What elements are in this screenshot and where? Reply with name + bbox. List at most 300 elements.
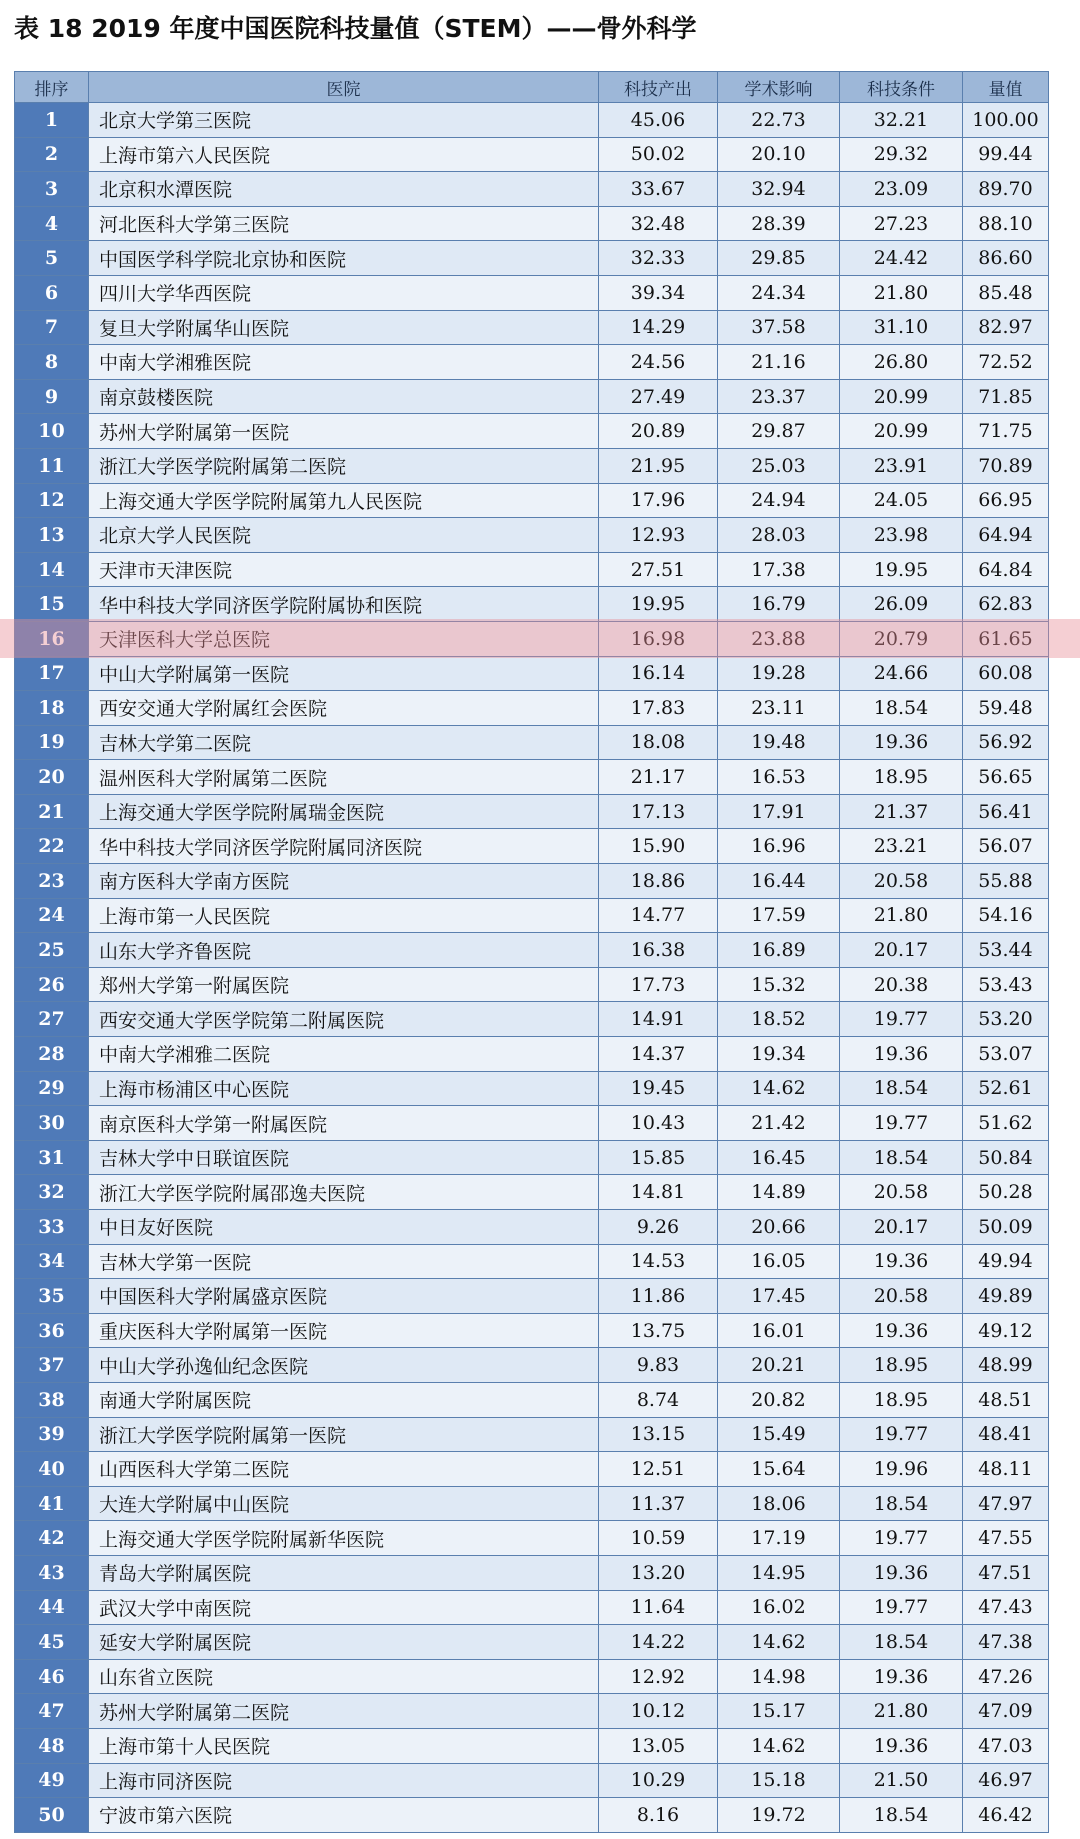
value-cell: 48.99 <box>963 1348 1049 1383</box>
conditions-cell: 20.17 <box>840 1210 963 1245</box>
impact-cell: 14.62 <box>718 1728 840 1763</box>
table-row <box>15 1313 1049 1348</box>
output-cell: 21.95 <box>599 448 718 483</box>
rank-cell: 49 <box>15 1763 89 1798</box>
rank-cell: 31 <box>15 1140 89 1175</box>
value-cell: 50.28 <box>963 1175 1049 1210</box>
table-row <box>15 1798 1049 1833</box>
conditions-cell: 20.58 <box>840 864 963 899</box>
output-cell: 27.51 <box>599 552 718 587</box>
output-cell: 11.64 <box>599 1590 718 1625</box>
hospital-name-cell: 中山大学孙逸仙纪念医院 <box>89 1348 599 1383</box>
conditions-cell: 21.80 <box>840 275 963 310</box>
header-impact: 学术影响 <box>718 72 840 103</box>
output-cell: 13.15 <box>599 1417 718 1452</box>
rank-cell: 23 <box>15 864 89 899</box>
rank-cell: 20 <box>15 760 89 795</box>
rank-cell: 36 <box>15 1313 89 1348</box>
output-cell: 45.06 <box>599 103 718 138</box>
conditions-cell: 29.32 <box>840 137 963 172</box>
conditions-cell: 18.95 <box>840 1382 963 1417</box>
conditions-cell: 20.38 <box>840 967 963 1002</box>
conditions-cell: 18.54 <box>840 1486 963 1521</box>
conditions-cell: 18.54 <box>840 691 963 726</box>
table-row <box>15 1659 1049 1694</box>
output-cell: 18.08 <box>599 725 718 760</box>
value-cell: 66.95 <box>963 483 1049 518</box>
conditions-cell: 23.21 <box>840 829 963 864</box>
hospital-name-cell: 南通大学附属医院 <box>89 1382 599 1417</box>
hospital-name-cell: 中国医学科学院北京协和医院 <box>89 241 599 276</box>
impact-cell: 17.59 <box>718 898 840 933</box>
output-cell: 14.91 <box>599 1002 718 1037</box>
rank-cell: 19 <box>15 725 89 760</box>
rank-cell: 46 <box>15 1659 89 1694</box>
table-row <box>15 829 1049 864</box>
output-cell: 33.67 <box>599 172 718 207</box>
output-cell: 14.22 <box>599 1625 718 1660</box>
impact-cell: 15.17 <box>718 1694 840 1729</box>
impact-cell: 16.45 <box>718 1140 840 1175</box>
rank-cell: 4 <box>15 206 89 241</box>
output-cell: 13.75 <box>599 1313 718 1348</box>
value-cell: 55.88 <box>963 864 1049 899</box>
rank-cell: 21 <box>15 794 89 829</box>
output-cell: 10.12 <box>599 1694 718 1729</box>
conditions-cell: 19.36 <box>840 1659 963 1694</box>
impact-cell: 20.66 <box>718 1210 840 1245</box>
output-cell: 11.86 <box>599 1279 718 1314</box>
output-cell: 14.77 <box>599 898 718 933</box>
rank-cell: 42 <box>15 1521 89 1556</box>
header-value: 量值 <box>963 72 1049 103</box>
value-cell: 53.43 <box>963 967 1049 1002</box>
conditions-cell: 26.09 <box>840 587 963 622</box>
hospital-name-cell: 浙江大学医学院附属邵逸夫医院 <box>89 1175 599 1210</box>
hospital-name-cell: 温州医科大学附属第二医院 <box>89 760 599 795</box>
header-hospital: 医院 <box>89 72 599 103</box>
hospital-name-cell: 上海市第十人民医院 <box>89 1728 599 1763</box>
impact-cell: 14.89 <box>718 1175 840 1210</box>
conditions-cell: 19.36 <box>840 1037 963 1072</box>
value-cell: 50.84 <box>963 1140 1049 1175</box>
conditions-cell: 21.80 <box>840 898 963 933</box>
value-cell: 56.41 <box>963 794 1049 829</box>
impact-cell: 16.01 <box>718 1313 840 1348</box>
table-row <box>15 864 1049 899</box>
rank-cell: 30 <box>15 1106 89 1141</box>
rank-cell: 8 <box>15 345 89 380</box>
output-cell: 10.29 <box>599 1763 718 1798</box>
value-cell: 48.51 <box>963 1382 1049 1417</box>
rank-cell: 35 <box>15 1279 89 1314</box>
impact-cell: 14.62 <box>718 1071 840 1106</box>
rank-cell: 27 <box>15 1002 89 1037</box>
conditions-cell: 21.37 <box>840 794 963 829</box>
value-cell: 48.41 <box>963 1417 1049 1452</box>
table-row <box>15 552 1049 587</box>
value-cell: 50.09 <box>963 1210 1049 1245</box>
impact-cell: 19.72 <box>718 1798 840 1833</box>
rank-cell: 25 <box>15 933 89 968</box>
rank-cell: 32 <box>15 1175 89 1210</box>
rank-cell: 11 <box>15 448 89 483</box>
hospital-name-cell: 宁波市第六医院 <box>89 1798 599 1833</box>
table-row <box>15 656 1049 691</box>
hospital-name-cell: 重庆医科大学附属第一医院 <box>89 1313 599 1348</box>
table-row <box>15 1175 1049 1210</box>
hospital-name-cell: 上海交通大学医学院附属新华医院 <box>89 1521 599 1556</box>
conditions-cell: 19.77 <box>840 1417 963 1452</box>
value-cell: 71.85 <box>963 379 1049 414</box>
hospital-name-cell: 延安大学附属医院 <box>89 1625 599 1660</box>
impact-cell: 17.38 <box>718 552 840 587</box>
rank-cell: 12 <box>15 483 89 518</box>
hospital-name-cell: 复旦大学附属华山医院 <box>89 310 599 345</box>
output-cell: 19.45 <box>599 1071 718 1106</box>
hospital-name-cell: 大连大学附属中山医院 <box>89 1486 599 1521</box>
conditions-cell: 19.77 <box>840 1002 963 1037</box>
table-row <box>15 103 1049 138</box>
impact-cell: 20.82 <box>718 1382 840 1417</box>
output-cell: 11.37 <box>599 1486 718 1521</box>
output-cell: 14.29 <box>599 310 718 345</box>
table-row <box>15 1140 1049 1175</box>
hospital-name-cell: 浙江大学医学院附属第一医院 <box>89 1417 599 1452</box>
rank-cell: 5 <box>15 241 89 276</box>
hospital-name-cell: 浙江大学医学院附属第二医院 <box>89 448 599 483</box>
conditions-cell: 18.54 <box>840 1625 963 1660</box>
rank-cell: 13 <box>15 518 89 553</box>
conditions-cell: 23.91 <box>840 448 963 483</box>
table-row <box>15 1382 1049 1417</box>
table-row <box>15 172 1049 207</box>
rank-cell: 43 <box>15 1555 89 1590</box>
output-cell: 12.51 <box>599 1452 718 1487</box>
value-cell: 53.20 <box>963 1002 1049 1037</box>
conditions-cell: 20.99 <box>840 414 963 449</box>
value-cell: 52.61 <box>963 1071 1049 1106</box>
impact-cell: 17.91 <box>718 794 840 829</box>
rank-cell: 48 <box>15 1728 89 1763</box>
table-row <box>15 898 1049 933</box>
output-cell: 17.96 <box>599 483 718 518</box>
conditions-cell: 19.36 <box>840 1313 963 1348</box>
table-row <box>15 691 1049 726</box>
impact-cell: 21.16 <box>718 345 840 380</box>
hospital-name-cell: 南京医科大学第一附属医院 <box>89 1106 599 1141</box>
value-cell: 70.89 <box>963 448 1049 483</box>
output-cell: 12.93 <box>599 518 718 553</box>
rank-cell: 9 <box>15 379 89 414</box>
output-cell: 8.16 <box>599 1798 718 1833</box>
impact-cell: 18.52 <box>718 1002 840 1037</box>
table-row <box>15 1728 1049 1763</box>
rank-cell: 50 <box>15 1798 89 1833</box>
hospital-name-cell: 天津市天津医院 <box>89 552 599 587</box>
impact-cell: 24.94 <box>718 483 840 518</box>
ranking-table-container <box>14 71 1048 1833</box>
hospital-name-cell: 郑州大学第一附属医院 <box>89 967 599 1002</box>
impact-cell: 25.03 <box>718 448 840 483</box>
conditions-cell: 19.77 <box>840 1521 963 1556</box>
table-row <box>15 1694 1049 1729</box>
rank-cell: 44 <box>15 1590 89 1625</box>
table-row <box>15 206 1049 241</box>
output-cell: 39.34 <box>599 275 718 310</box>
header-rank: 排序 <box>15 72 89 103</box>
conditions-cell: 18.54 <box>840 1071 963 1106</box>
conditions-cell: 20.58 <box>840 1279 963 1314</box>
value-cell: 47.26 <box>963 1659 1049 1694</box>
output-cell: 32.33 <box>599 241 718 276</box>
hospital-name-cell: 中南大学湘雅二医院 <box>89 1037 599 1072</box>
conditions-cell: 18.95 <box>840 760 963 795</box>
impact-cell: 20.21 <box>718 1348 840 1383</box>
output-cell: 16.38 <box>599 933 718 968</box>
hospital-name-cell: 四川大学华西医院 <box>89 275 599 310</box>
impact-cell: 28.39 <box>718 206 840 241</box>
conditions-cell: 20.99 <box>840 379 963 414</box>
value-cell: 86.60 <box>963 241 1049 276</box>
output-cell: 9.83 <box>599 1348 718 1383</box>
table-row <box>15 760 1049 795</box>
impact-cell: 37.58 <box>718 310 840 345</box>
rank-cell: 15 <box>15 587 89 622</box>
impact-cell: 17.45 <box>718 1279 840 1314</box>
value-cell: 99.44 <box>963 137 1049 172</box>
value-cell: 71.75 <box>963 414 1049 449</box>
table-row <box>15 967 1049 1002</box>
impact-cell: 23.88 <box>718 621 840 656</box>
impact-cell: 16.96 <box>718 829 840 864</box>
value-cell: 56.07 <box>963 829 1049 864</box>
value-cell: 53.07 <box>963 1037 1049 1072</box>
table-row <box>15 483 1049 518</box>
hospital-name-cell: 青岛大学附属医院 <box>89 1555 599 1590</box>
conditions-cell: 32.21 <box>840 103 963 138</box>
output-cell: 17.73 <box>599 967 718 1002</box>
impact-cell: 28.03 <box>718 518 840 553</box>
conditions-cell: 27.23 <box>840 206 963 241</box>
value-cell: 56.65 <box>963 760 1049 795</box>
output-cell: 24.56 <box>599 345 718 380</box>
impact-cell: 19.34 <box>718 1037 840 1072</box>
table-header-row <box>15 72 1049 103</box>
value-cell: 59.48 <box>963 691 1049 726</box>
impact-cell: 22.73 <box>718 103 840 138</box>
impact-cell: 20.10 <box>718 137 840 172</box>
value-cell: 61.65 <box>963 621 1049 656</box>
rank-cell: 29 <box>15 1071 89 1106</box>
value-cell: 47.51 <box>963 1555 1049 1590</box>
value-cell: 100.00 <box>963 103 1049 138</box>
hospital-name-cell: 西安交通大学医学院第二附属医院 <box>89 1002 599 1037</box>
conditions-cell: 21.80 <box>840 1694 963 1729</box>
impact-cell: 15.32 <box>718 967 840 1002</box>
rank-cell: 3 <box>15 172 89 207</box>
hospital-name-cell: 山西医科大学第二医院 <box>89 1452 599 1487</box>
conditions-cell: 18.54 <box>840 1140 963 1175</box>
hospital-name-cell: 吉林大学中日联谊医院 <box>89 1140 599 1175</box>
output-cell: 14.53 <box>599 1244 718 1279</box>
conditions-cell: 19.77 <box>840 1106 963 1141</box>
rank-cell: 41 <box>15 1486 89 1521</box>
hospital-name-cell: 上海交通大学医学院附属瑞金医院 <box>89 794 599 829</box>
output-cell: 13.20 <box>599 1555 718 1590</box>
conditions-cell: 19.36 <box>840 1555 963 1590</box>
impact-cell: 14.62 <box>718 1625 840 1660</box>
value-cell: 62.83 <box>963 587 1049 622</box>
rank-cell: 1 <box>15 103 89 138</box>
value-cell: 48.11 <box>963 1452 1049 1487</box>
hospital-name-cell: 北京大学人民医院 <box>89 518 599 553</box>
output-cell: 16.98 <box>599 621 718 656</box>
value-cell: 53.44 <box>963 933 1049 968</box>
output-cell: 32.48 <box>599 206 718 241</box>
conditions-cell: 24.66 <box>840 656 963 691</box>
output-cell: 17.13 <box>599 794 718 829</box>
hospital-name-cell: 中南大学湘雅医院 <box>89 345 599 380</box>
rank-cell: 33 <box>15 1210 89 1245</box>
table-row <box>15 1071 1049 1106</box>
value-cell: 49.12 <box>963 1313 1049 1348</box>
table-row <box>15 379 1049 414</box>
hospital-name-cell: 苏州大学附属第二医院 <box>89 1694 599 1729</box>
conditions-cell: 23.98 <box>840 518 963 553</box>
output-cell: 16.14 <box>599 656 718 691</box>
impact-cell: 24.34 <box>718 275 840 310</box>
table-row <box>15 933 1049 968</box>
table-row <box>15 1763 1049 1798</box>
impact-cell: 16.02 <box>718 1590 840 1625</box>
value-cell: 64.94 <box>963 518 1049 553</box>
output-cell: 50.02 <box>599 137 718 172</box>
impact-cell: 19.48 <box>718 725 840 760</box>
conditions-cell: 20.79 <box>840 621 963 656</box>
value-cell: 85.48 <box>963 275 1049 310</box>
hospital-name-cell: 吉林大学第二医院 <box>89 725 599 760</box>
conditions-cell: 20.17 <box>840 933 963 968</box>
conditions-cell: 23.09 <box>840 172 963 207</box>
hospital-name-cell: 上海市第六人民医院 <box>89 137 599 172</box>
hospital-name-cell: 华中科技大学同济医学院附属协和医院 <box>89 587 599 622</box>
rank-cell: 6 <box>15 275 89 310</box>
table-row <box>15 1555 1049 1590</box>
hospital-name-cell: 苏州大学附属第一医院 <box>89 414 599 449</box>
impact-cell: 29.85 <box>718 241 840 276</box>
output-cell: 8.74 <box>599 1382 718 1417</box>
rank-cell: 2 <box>15 137 89 172</box>
conditions-cell: 19.36 <box>840 725 963 760</box>
hospital-name-cell: 武汉大学中南医院 <box>89 1590 599 1625</box>
table-row <box>15 794 1049 829</box>
header-conditions: 科技条件 <box>840 72 963 103</box>
value-cell: 49.94 <box>963 1244 1049 1279</box>
output-cell: 15.90 <box>599 829 718 864</box>
table-row <box>15 1002 1049 1037</box>
table-row <box>15 1625 1049 1660</box>
table-row <box>15 414 1049 449</box>
hospital-name-cell: 吉林大学第一医院 <box>89 1244 599 1279</box>
impact-cell: 16.44 <box>718 864 840 899</box>
table-row <box>15 1452 1049 1487</box>
table-row <box>15 275 1049 310</box>
table-row <box>15 448 1049 483</box>
impact-cell: 23.37 <box>718 379 840 414</box>
value-cell: 89.70 <box>963 172 1049 207</box>
rank-cell: 18 <box>15 691 89 726</box>
rank-cell: 7 <box>15 310 89 345</box>
conditions-cell: 19.36 <box>840 1728 963 1763</box>
output-cell: 27.49 <box>599 379 718 414</box>
impact-cell: 14.98 <box>718 1659 840 1694</box>
rank-cell: 17 <box>15 656 89 691</box>
rank-cell: 38 <box>15 1382 89 1417</box>
impact-cell: 15.18 <box>718 1763 840 1798</box>
conditions-cell: 19.95 <box>840 552 963 587</box>
output-cell: 12.92 <box>599 1659 718 1694</box>
table-row <box>15 1279 1049 1314</box>
table-row <box>15 621 1049 656</box>
hospital-name-cell: 南方医科大学南方医院 <box>89 864 599 899</box>
impact-cell: 29.87 <box>718 414 840 449</box>
value-cell: 88.10 <box>963 206 1049 241</box>
table-row <box>15 1521 1049 1556</box>
output-cell: 19.95 <box>599 587 718 622</box>
rank-cell: 47 <box>15 1694 89 1729</box>
rank-cell: 14 <box>15 552 89 587</box>
value-cell: 51.62 <box>963 1106 1049 1141</box>
hospital-name-cell: 南京鼓楼医院 <box>89 379 599 414</box>
conditions-cell: 19.36 <box>840 1244 963 1279</box>
impact-cell: 23.11 <box>718 691 840 726</box>
value-cell: 64.84 <box>963 552 1049 587</box>
conditions-cell: 24.05 <box>840 483 963 518</box>
impact-cell: 16.89 <box>718 933 840 968</box>
table-row <box>15 1348 1049 1383</box>
header-output: 科技产出 <box>599 72 718 103</box>
table-body <box>15 103 1049 1833</box>
value-cell: 46.42 <box>963 1798 1049 1833</box>
conditions-cell: 18.54 <box>840 1798 963 1833</box>
impact-cell: 15.64 <box>718 1452 840 1487</box>
value-cell: 47.43 <box>963 1590 1049 1625</box>
hospital-name-cell: 西安交通大学附属红会医院 <box>89 691 599 726</box>
rank-cell: 22 <box>15 829 89 864</box>
value-cell: 72.52 <box>963 345 1049 380</box>
conditions-cell: 26.80 <box>840 345 963 380</box>
impact-cell: 19.28 <box>718 656 840 691</box>
impact-cell: 16.79 <box>718 587 840 622</box>
table-row <box>15 345 1049 380</box>
hospital-name-cell: 上海市第一人民医院 <box>89 898 599 933</box>
value-cell: 47.38 <box>963 1625 1049 1660</box>
table-row <box>15 587 1049 622</box>
hospital-name-cell: 山东省立医院 <box>89 1659 599 1694</box>
hospital-name-cell: 上海市同济医院 <box>89 1763 599 1798</box>
output-cell: 18.86 <box>599 864 718 899</box>
rank-cell: 28 <box>15 1037 89 1072</box>
value-cell: 49.89 <box>963 1279 1049 1314</box>
conditions-cell: 21.50 <box>840 1763 963 1798</box>
rank-cell: 37 <box>15 1348 89 1383</box>
impact-cell: 18.06 <box>718 1486 840 1521</box>
rank-cell: 45 <box>15 1625 89 1660</box>
impact-cell: 16.53 <box>718 760 840 795</box>
value-cell: 47.09 <box>963 1694 1049 1729</box>
table-row <box>15 310 1049 345</box>
